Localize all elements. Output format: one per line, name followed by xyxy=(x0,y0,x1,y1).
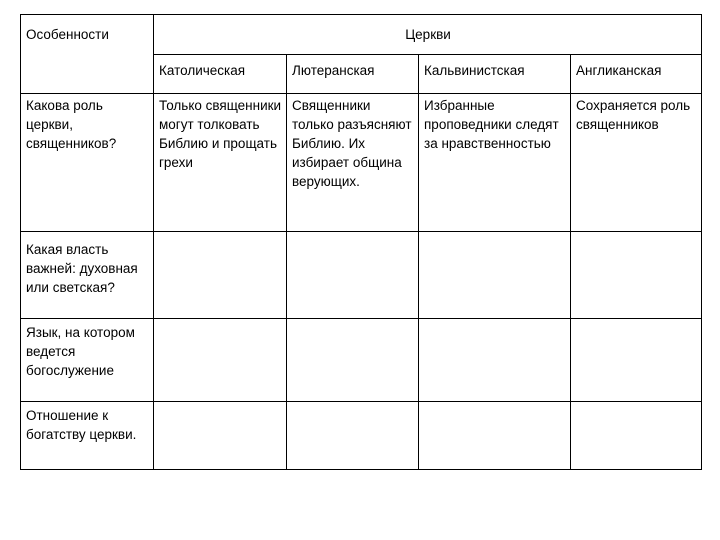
table-cell xyxy=(154,402,287,470)
column-header-lutheran: Лютеранская xyxy=(287,54,419,94)
table-row xyxy=(21,318,702,401)
table-cell xyxy=(571,231,702,318)
table-cell xyxy=(154,231,287,318)
table-row xyxy=(21,402,702,470)
column-header-catholic: Католическая xyxy=(154,54,287,94)
table-row xyxy=(21,94,702,232)
table-cell xyxy=(287,231,419,318)
row-question: Язык, на котором ведется богослужение xyxy=(21,318,154,401)
table-cell xyxy=(571,402,702,470)
table-cell xyxy=(571,318,702,401)
column-header-calvinist: Кальвинистская xyxy=(419,54,571,94)
features-header: Особенности xyxy=(21,15,154,94)
table-cell xyxy=(287,318,419,401)
row-question: Отношение к богатству церкви. xyxy=(21,402,154,470)
table-cell xyxy=(154,318,287,401)
table-cell xyxy=(287,402,419,470)
row-question: Какая власть важней: духовная или светская? xyxy=(21,231,154,318)
table-cell xyxy=(419,318,571,401)
column-header-anglican: Англиканская xyxy=(571,54,702,94)
row-question: Какова роль церкви, священников? xyxy=(21,94,154,232)
table-cell: Сохраняется роль священников xyxy=(571,94,702,232)
table-cell: Священники только разъясняют Библию. Их избирает община верующих. xyxy=(287,94,419,232)
table-cell xyxy=(419,402,571,470)
header-row xyxy=(21,15,702,55)
table-cell xyxy=(419,231,571,318)
table-cell: Избранные проповедники следят за нравственностью xyxy=(419,94,571,232)
churches-header: Церкви xyxy=(154,15,702,55)
table-cell: Только священники могут толковать Библию и прощать грехи xyxy=(154,94,287,232)
comparison-table xyxy=(20,14,702,470)
table-row xyxy=(21,231,702,318)
